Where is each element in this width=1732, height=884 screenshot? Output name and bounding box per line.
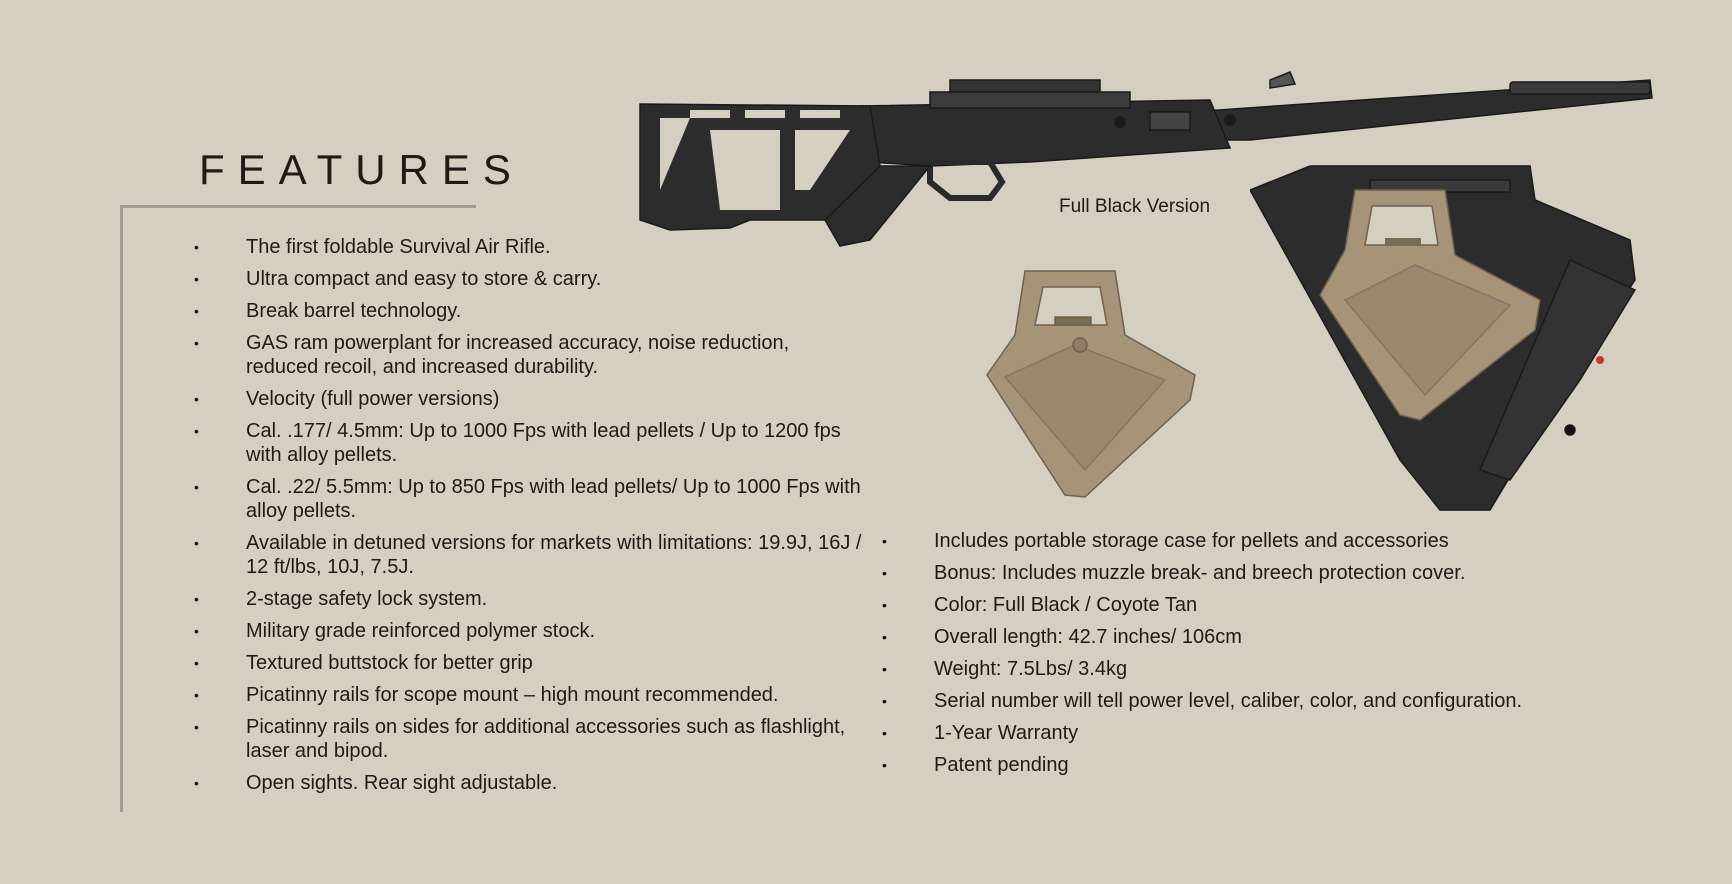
list-item: • Ultra compact and easy to store & carry. [194,268,602,290]
bullet-icon: • [882,661,887,677]
list-item: • GAS ram powerplant for increased accuracy, noise reduction, reduced recoil, and increased durability. [194,332,790,378]
list-item: • 2-stage safety lock system. [194,588,488,610]
title-rule-vertical [120,205,123,812]
list-item: • Textured buttstock for better grip [194,652,533,674]
bullet-icon: • [194,687,199,703]
bullet-icon: • [194,423,199,439]
list-item: • Cal. .22/ 5.5mm: Up to 850 Fps with lead pellets/ Up to 1000 Fps with alloy pellets. [194,476,861,522]
list-item: • Break barrel technology. [194,300,462,322]
bullet-icon: • [194,271,199,287]
list-item: • Weight: 7.5Lbs/ 3.4kg [882,658,1128,680]
list-item: • Patent pending [882,754,1069,776]
list-item: • Color: Full Black / Coyote Tan [882,594,1198,616]
bullet-icon: • [882,597,887,613]
title-rule-horizontal [120,205,476,208]
list-item: • Picatinny rails for scope mount – high mount recommended. [194,684,779,706]
bullet-icon: • [882,693,887,709]
folded-rifle-image [1250,160,1645,515]
bullet-icon: • [882,629,887,645]
list-item: • 1-Year Warranty [882,722,1079,744]
bullet-icon: • [194,335,199,351]
list-item: • The first foldable Survival Air Rifle. [194,236,551,258]
bullet-icon: • [194,655,199,671]
list-item: • Serial number will tell power level, caliber, color, and configuration. [882,690,1523,712]
bullet-icon: • [194,391,199,407]
features-list-left [194,235,866,803]
features-list-right [882,529,1694,785]
bullet-icon: • [194,479,199,495]
bullet-icon: • [194,303,199,319]
image-caption: Full Black Version [1059,196,1211,217]
bullet-icon: • [882,757,887,773]
list-item: • Picatinny rails on sides for additional accessories such as flashlight, laser and bipod. [194,716,846,762]
bullet-icon: • [882,565,887,581]
bullet-icon: • [194,535,199,551]
list-item: • Cal. .177/ 4.5mm: Up to 1000 Fps with lead pellets / Up to 1200 fps with alloy pellets. [194,420,841,466]
list-item: • Overall length: 42.7 inches/ 106cm [882,626,1242,648]
bullet-icon: • [194,591,199,607]
bullet-icon: • [194,775,199,791]
list-item: • Military grade reinforced polymer stock. [194,620,596,642]
page-title: FEATURES [199,146,524,193]
bullet-icon: • [194,239,199,255]
storage-case-image [975,265,1205,505]
bullet-icon: • [882,725,887,741]
list-item: • Available in detuned versions for markets with limitations: 19.9J, 16J / 12 ft/lbs, 10J, 7.5J. [194,532,862,578]
list-item: • Bonus: Includes muzzle break- and breech protection cover. [882,562,1466,584]
list-item: • Velocity (full power versions) [194,388,500,410]
list-item: • Includes portable storage case for pellets and accessories [882,530,1449,552]
list-item: • Open sights. Rear sight adjustable. [194,772,558,794]
bullet-icon: • [194,623,199,639]
bullet-icon: • [882,533,887,549]
bullet-icon: • [194,719,199,735]
